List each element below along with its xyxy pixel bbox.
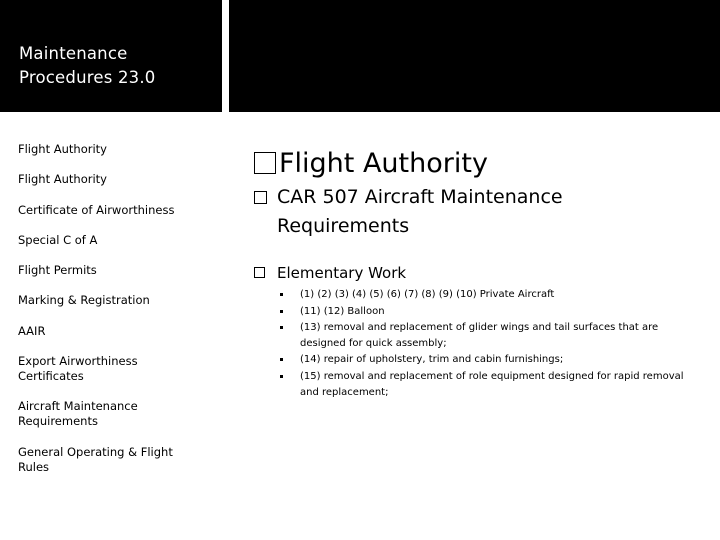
bullet-dot-icon: [280, 358, 283, 361]
content-heading: [254, 146, 488, 182]
slide-title: Maintenance Procedures 23.0: [19, 44, 156, 87]
sidebar-item-general-operating-flight-rules[interactable]: General Operating & Flight Rules: [18, 445, 173, 474]
sidebar-item-aircraft-maintenance-requirements[interactable]: Aircraft Maintenance Requirements: [18, 399, 138, 428]
sidebar-item-flight-authority-heading[interactable]: Flight Authority: [18, 142, 107, 156]
bullet-dot-icon: [280, 326, 283, 329]
title-bar: [0, 0, 222, 112]
sidebar-item-marking-registration[interactable]: Marking & Registration: [18, 293, 150, 307]
box-bullet-icon: [254, 267, 265, 278]
box-bullet-icon: [254, 191, 267, 204]
box-bullet-icon: [254, 152, 276, 174]
list-item-text: (13) removal and replacement of glider wings and tail surfaces that are designed for quick assembly;: [300, 322, 659, 349]
sidebar-item-aair[interactable]: AAIR: [18, 324, 46, 338]
bullet-dot-icon: [280, 375, 283, 378]
list-item-text: (15) removal and replacement of role equipment designed for rapid removal and replacement;: [300, 371, 684, 398]
sidebar-item-export-airworthiness-certificates[interactable]: Export Airworthiness Certificates: [18, 354, 138, 383]
header-bar: [229, 0, 720, 112]
sidebar-item-flight-permits[interactable]: Flight Permits: [18, 263, 97, 277]
list-item-text: (11) (12) Balloon: [300, 306, 385, 317]
bullet-dot-icon: [280, 310, 283, 313]
list-item-text: (14) repair of upholstery, trim and cabin furnishings;: [300, 354, 564, 365]
list-item-text: (1) (2) (3) (4) (5) (6) (7) (8) (9) (10) Private Aircraft: [300, 289, 555, 300]
sidebar-item-certificate-of-airworthiness[interactable]: Certificate of Airworthiness: [18, 203, 175, 217]
sidebar-item-special-c-of-a[interactable]: Special C of A: [18, 233, 98, 247]
content-section-text: Elementary Work: [277, 264, 407, 282]
content-heading-text: Flight Authority: [279, 148, 488, 179]
content-subheading-text: CAR 507 Aircraft Maintenance Requirements: [277, 186, 563, 237]
bullet-dot-icon: [280, 293, 283, 296]
sidebar-item-flight-authority[interactable]: Flight Authority: [18, 172, 107, 186]
